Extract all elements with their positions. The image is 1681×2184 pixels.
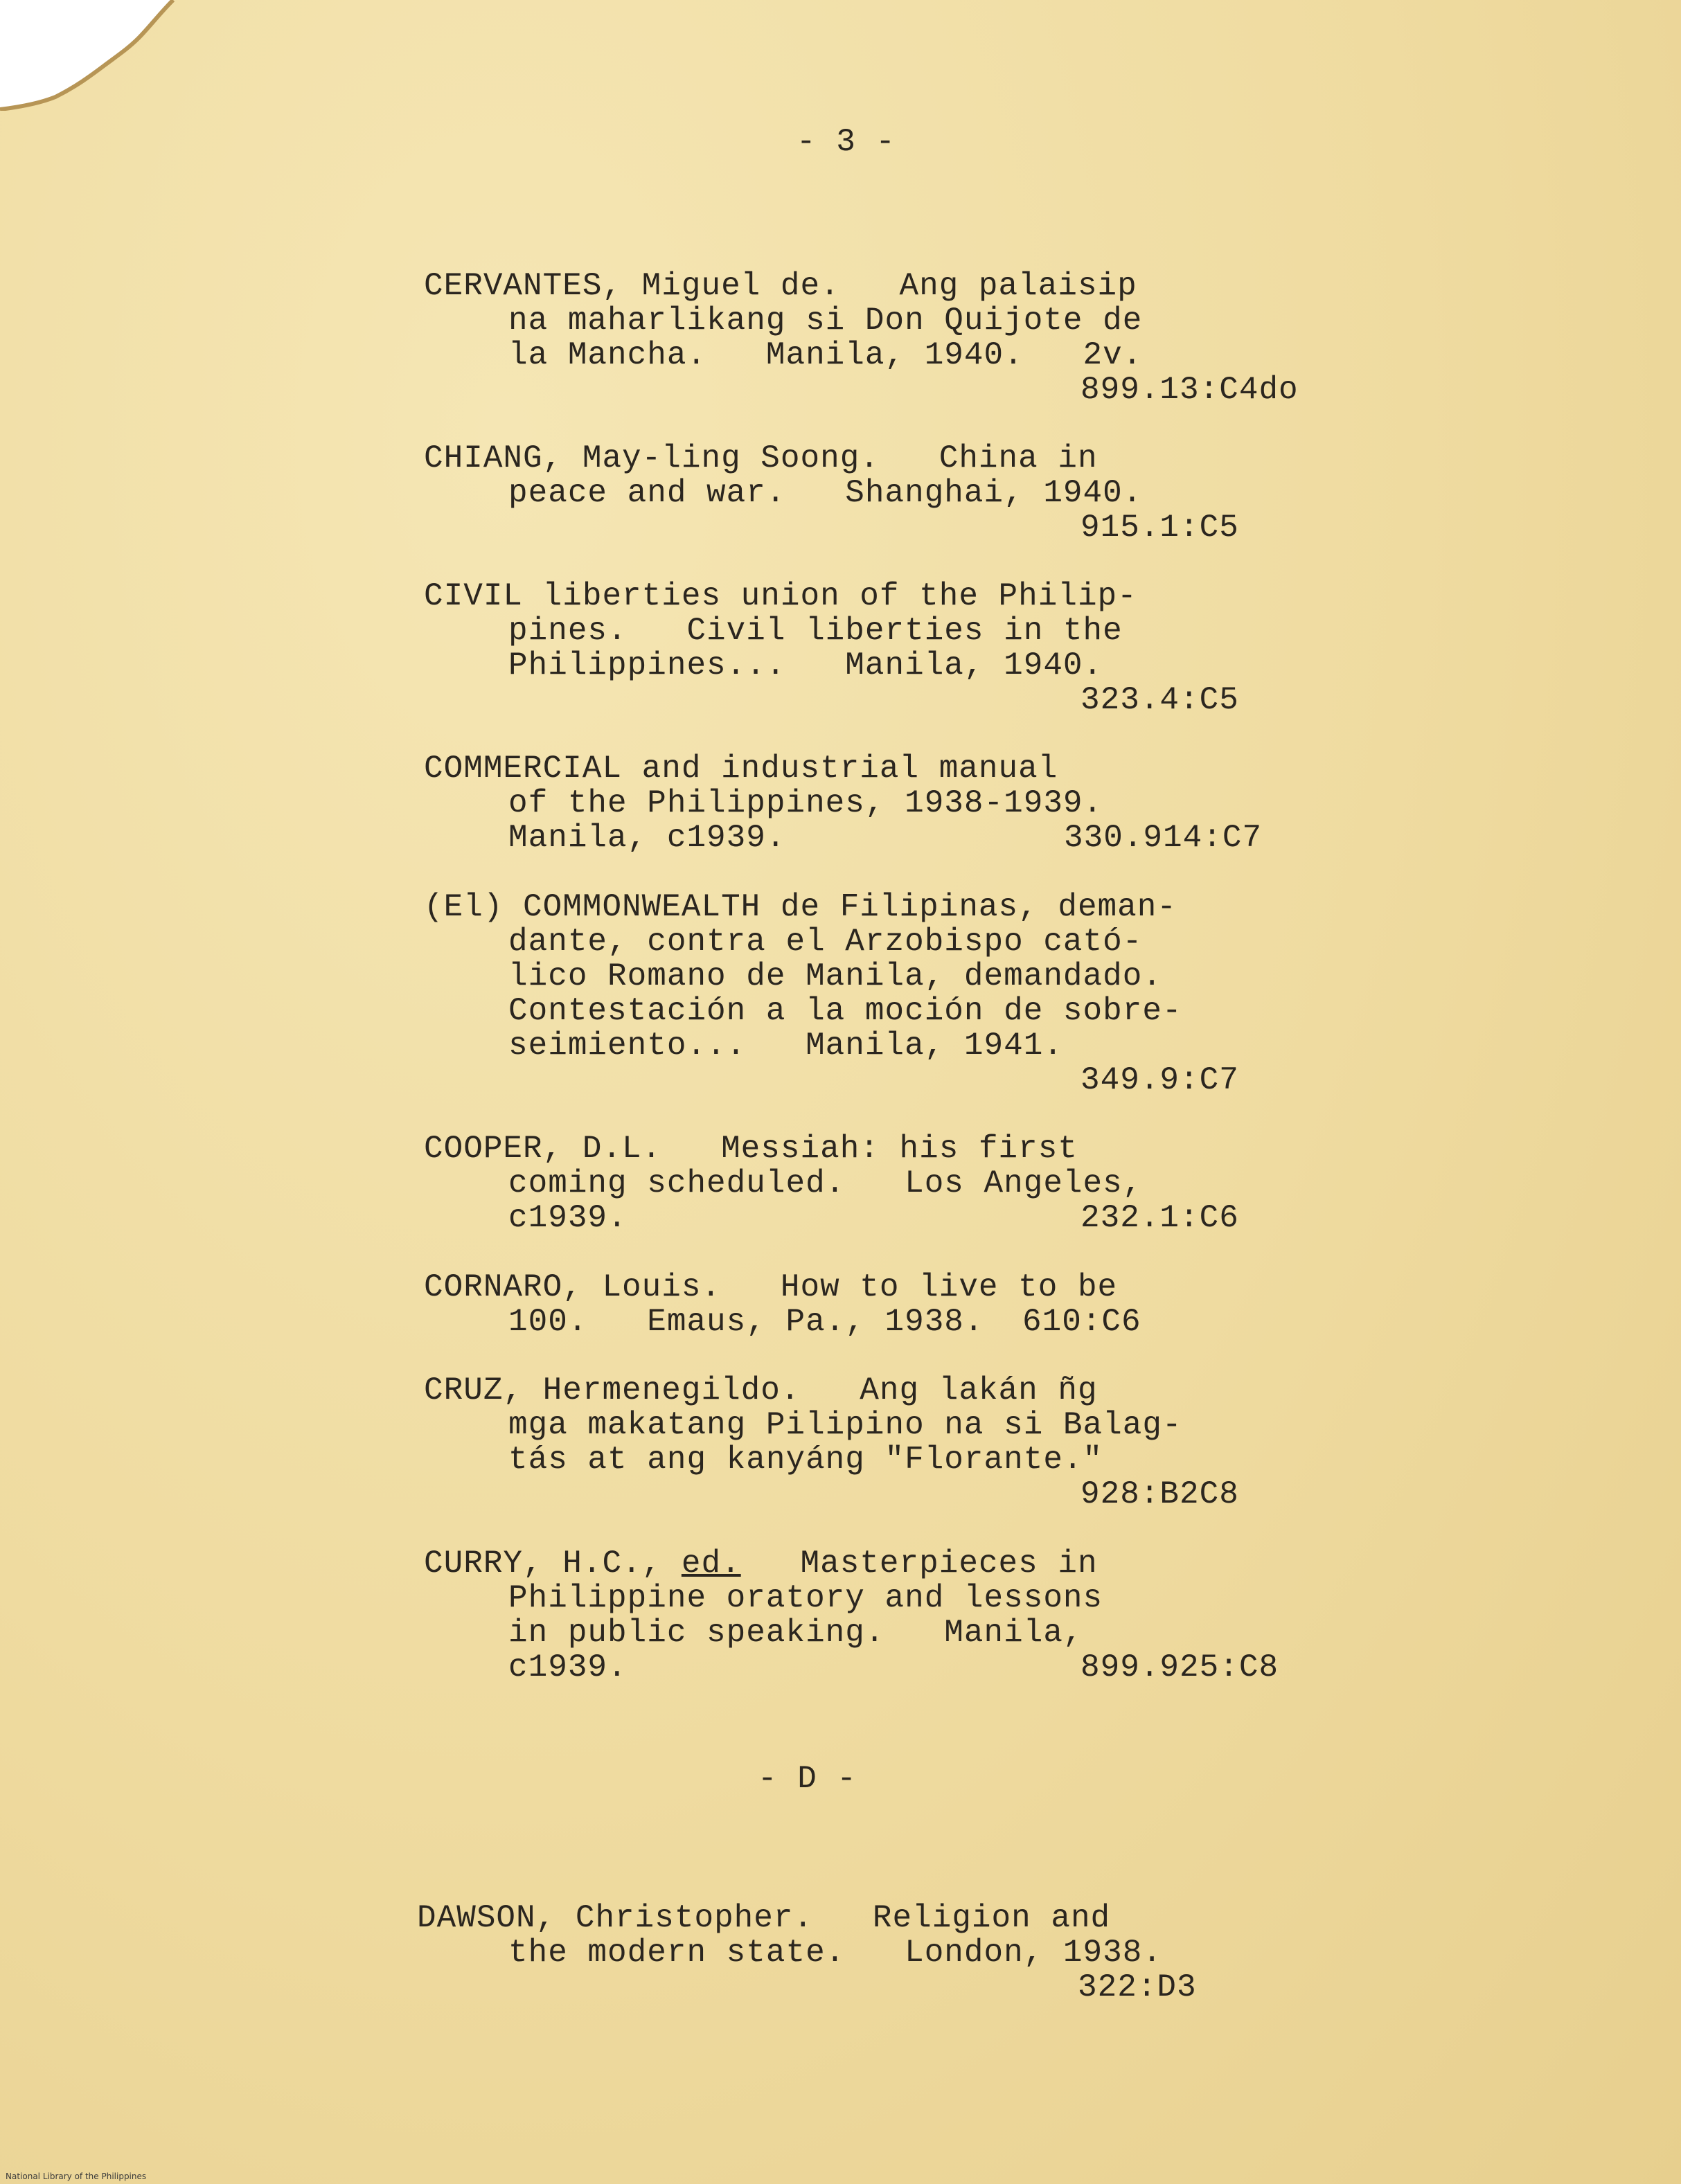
entry-line: peace and war. Shanghai, 1940. (508, 475, 1143, 511)
section-heading: - D - (758, 1761, 857, 1797)
entry-line: COMMERCIAL and industrial manual (424, 751, 1058, 787)
call-number: 232.1:C6 (1080, 1200, 1239, 1236)
entry-line: lico Romano de Manila, demandado. (508, 958, 1162, 994)
entry-line: coming scheduled. Los Angeles, (508, 1165, 1143, 1201)
page-number: - 3 - (797, 124, 896, 160)
call-number: 610:C6 (1022, 1304, 1141, 1340)
entry-line: tás at ang kanyáng "Florante." (508, 1442, 1103, 1478)
entry-line: seimiento... Manila, 1941. (508, 1028, 1063, 1064)
call-number: 899.925:C8 (1080, 1649, 1279, 1685)
entry-line: in public speaking. Manila, (508, 1615, 1083, 1651)
entry-line: c1939. (508, 1649, 628, 1685)
entry-line: c1939. (508, 1200, 628, 1236)
call-number: 322:D3 (1078, 1969, 1197, 2005)
entry-line: na maharlikang si Don Quijote de (508, 303, 1143, 339)
entry-line: CORNARO, Louis. How to live to be (424, 1269, 1118, 1305)
entry-line (424, 1546, 1098, 1581)
call-number: 323.4:C5 (1080, 682, 1239, 718)
call-number: 915.1:C5 (1080, 510, 1239, 546)
entry-line: of the Philippines, 1938-1939. (508, 785, 1103, 821)
entry-line: mga makatang Pilipino na si Balag- (508, 1407, 1182, 1443)
entry-line: pines. Civil liberties in the (508, 613, 1123, 649)
call-number: 928:B2C8 (1080, 1476, 1239, 1512)
entry-line: CERVANTES, Miguel de. Ang palaisip (424, 268, 1137, 304)
entry-line: dante, contra el Arzobispo cató- (508, 924, 1143, 960)
scan-footer: National Library of the Philippines (6, 2172, 147, 2181)
entry-line: Philippine oratory and lessons (508, 1580, 1103, 1616)
call-number: 349.9:C7 (1080, 1062, 1239, 1098)
torn-corner (0, 0, 180, 111)
entry-title: Masterpieces in (740, 1546, 1098, 1582)
editor-abbrev: ed. (681, 1546, 741, 1582)
entry-line: CRUZ, Hermenegildo. Ang lakán ñg (424, 1372, 1098, 1408)
entry-line: the modern state. London, 1938. (508, 1935, 1162, 1971)
entry-line: Philippines... Manila, 1940. (508, 647, 1103, 683)
entry-line: la Mancha. Manila, 1940. 2v. (508, 337, 1143, 373)
entry-line: 100. Emaus, Pa., 1938. (508, 1304, 984, 1340)
entry-line: CHIANG, May-ling Soong. China in (424, 440, 1098, 476)
entry-line: (El) COMMONWEALTH de Filipinas, deman- (424, 889, 1177, 925)
entry-heading: CURRY, H.C., (424, 1546, 682, 1582)
call-number: 899.13:C4do (1080, 372, 1299, 408)
entry-line: Contestación a la moción de sobre- (508, 993, 1182, 1029)
entry-line: COOPER, D.L. Messiah: his first (424, 1131, 1078, 1167)
call-number: 330.914:C7 (1064, 820, 1263, 856)
entry-line: Manila, c1939. (508, 820, 786, 856)
entry-line: DAWSON, Christopher. Religion and (417, 1900, 1111, 1936)
entry-line: CIVIL liberties union of the Philip- (424, 578, 1137, 614)
